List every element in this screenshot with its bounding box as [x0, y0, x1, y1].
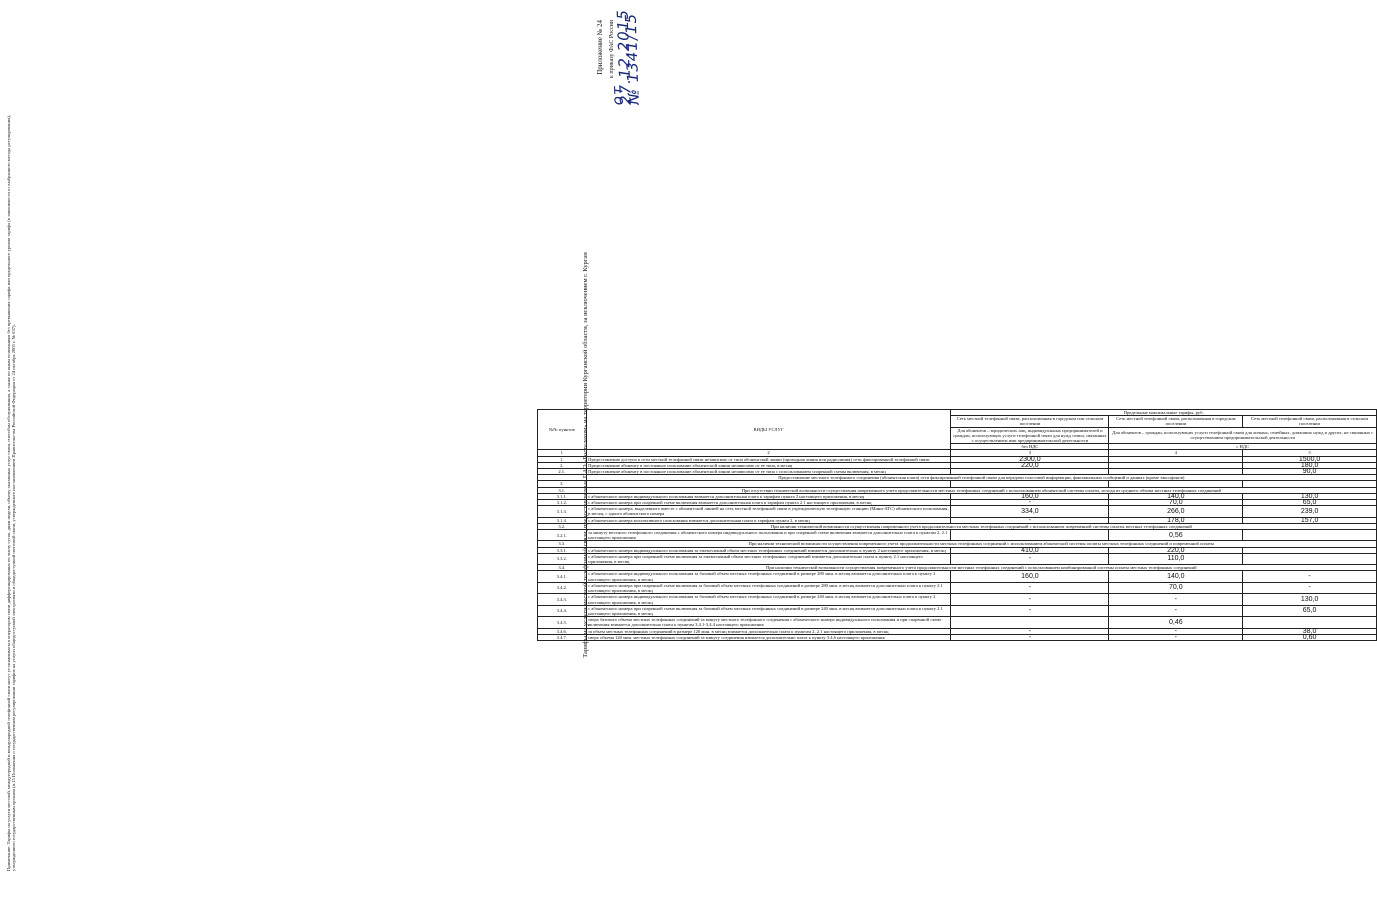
col-services-header: ВИДЫ УСЛУГ: [586, 410, 951, 450]
tariff-urban: 0,46: [1109, 617, 1243, 628]
tariff-legal: 160,0: [951, 493, 1109, 499]
tariff-rural: 239,0: [1243, 506, 1377, 517]
row-number: 3.3.1.: [538, 547, 587, 553]
tariff-table: [537, 409, 1377, 641]
service-description: сверх базового объема местных телефонных соединений за минуту местного телефонного соединения с абонентского номера индивидуального пользования и при спаренной схеме включения взимается дополнительно плата к пунктам 3.4.1-3.4.4 настоящего приложения: [586, 617, 951, 628]
service-description: с абонентского номера индивидуального пользования за базовый объем местных телефонных соединений в размере 240 мин. в месяц взимается дополнительно плата к пункту 2 настоящего приложения, в месяц: [586, 594, 951, 605]
handwritten-date-number: от 27.12.2015 № 1341/15: [608, 8, 643, 106]
index-cell: 4: [1109, 450, 1243, 456]
row-number: 3.3.2.: [538, 553, 587, 564]
row-number: 2.: [538, 462, 587, 468]
tariff-rural: 130,0: [1243, 493, 1377, 499]
vat-included-label: с НДС: [1109, 444, 1377, 450]
table-row: [538, 506, 1377, 517]
index-cell: 5: [1243, 450, 1377, 456]
col-a-header: Сеть местной телефонной связи, расположенная в городском или сельском поселении: [951, 416, 1109, 427]
tariff-legal: -: [951, 500, 1109, 506]
tariff-legal: -: [951, 605, 1109, 616]
footnote: Примечание: Тарифы на услуги местной, междугородной и международной телефонной связи могут устанавливаться оператором связи дифференцированно по числу суток, дням недели, объему оказанных услуг связи, способам обслуживания, а также по иным основаниям без превышения тарифа или предельного уровня тарифа (в зависимости от выбранного метода регулирования), утвержденного государственным органом (п.15 Положения о государственном регулировании тарифов на услуги общедоступной электросвязи и общедоступной почтовой связи, утвержденного постановлением Правительства Российской Федерации от 24 октября 2005 г. № 637).: [6, 115, 17, 871]
service-description: с абонентского номера при спаренной схеме включения взимается дополнительная плата к тарифам пункта 2.1 настоящего приложения, в месяц: [586, 500, 951, 506]
table-row: [538, 530, 1377, 541]
row-number: 3.1.2.: [538, 500, 587, 506]
index-cell: 1: [538, 450, 587, 456]
table-row: [538, 634, 1377, 640]
tariff-legal: 334,0: [951, 506, 1109, 517]
document-title: Тарифы на услуги местной телефонной связи, предоставляемые ПАО «Ростелеком» на территории Курганской области, за исключением г. Курган: [582, 252, 589, 658]
approval-label: к приказу ФАС России: [609, 20, 615, 79]
row-number: 3.2.: [538, 523, 587, 529]
table-row: [538, 571, 1377, 582]
service-description: с абонентского номера коллективного пользования взимается дополнительная плата к тарифам пункта 2, в месяц: [586, 517, 951, 523]
row-number: 3.4.4.: [538, 605, 587, 616]
table-row: [538, 594, 1377, 605]
service-description: Предоставление абоненту в постоянное пользование абонентской линии независимо от ее типа, в месяц: [586, 462, 951, 468]
tariff-urban: -: [1109, 594, 1243, 605]
row-number: 3.4.6.: [538, 628, 587, 634]
section-heading: При наличии технической возможности осуществления повременного учета продолжительности местных телефонных соединений с использованием повременной системы оплаты местных телефонных соединений: [586, 523, 1376, 529]
service-description: с абонентского номера индивидуального пользования взимается дополнительная плата к тарифам пункта 2 настоящего приложения, в месяц: [586, 493, 951, 499]
tariff-urban: 70,0: [1109, 500, 1243, 506]
service-description: с абонентского номера индивидуального пользования за ежемесячный объем местных телефонных соединений взимается дополнительно к пункту 2 настоящего приложения, в месяц: [586, 547, 951, 553]
tariff-legal: -: [951, 634, 1109, 640]
row-number: 3.2.1.: [538, 530, 587, 541]
service-description: за минуту местного телефонного соединения с абонентского номера индивидуального пользования и при спаренной схеме включения взимается дополнительно плата к пунктам 2, 2.1 настоящего приложения: [586, 530, 951, 541]
col-b-header: Сеть местной телефонной связи, расположенная в городском поселении: [1109, 416, 1243, 427]
table-row: [538, 582, 1377, 593]
service-description: с абонентского номера при спаренной схеме включения за ежемесячный объем местных телефонных соединений взимается дополнительно плата к пункту 2.1 настоящего приложения, в месяц: [586, 553, 951, 564]
tariff-urban: -: [1109, 628, 1243, 634]
section-heading: При наличии технической возможности осуществления повременного учета продолжительности местных телефонных соединений с использованием комбинированной системы оплаты местных телефонных соединений: [586, 565, 1376, 571]
tariff-urban: -: [1109, 605, 1243, 616]
tariff-legal: 2300,0: [951, 456, 1109, 462]
row-number: 3.4.3.: [538, 594, 587, 605]
service-description: за объем местных телефонных соединений в размере 120 мин. в месяц взимается дополнительно плата к пунктам 2, 2.1 настоящего приложения, в месяц: [586, 628, 951, 634]
subheader-legal: Для абонентов – юридических лиц, индивидуальных предпринимателей и граждан, использующих услуги телефонной связи для нужд семьи, связанных с осуществлением ими предпринимательской деятельности: [951, 427, 1109, 444]
tariff-rural: [1243, 553, 1377, 564]
table-row: [538, 553, 1377, 564]
index-cell: 3: [951, 450, 1109, 456]
tariff-legal: -: [951, 628, 1109, 634]
tariff-rural: 65,0: [1243, 500, 1377, 506]
service-description: с абонентского номера, выделенного вместе с абонентской линией на сеть местной телефонной связи в учрежденческую телефонную станцию (Мини-АТС) абонентского пользования, в месяц, с одного абонентского номера: [586, 506, 951, 517]
tariff-legal: 410,0: [951, 547, 1109, 553]
tariff-urban: 140,0: [1109, 493, 1243, 499]
col-max-tariffs-header: Предельные максимальные тарифы, руб.: [951, 410, 1377, 416]
tariff-legal: 160,0: [951, 571, 1109, 582]
row-number: 3.4.5.: [538, 617, 587, 628]
tariff-urban: 178,0: [1109, 517, 1243, 523]
row-number: 3.3.: [538, 541, 587, 547]
tariff-urban: 110,0: [1109, 553, 1243, 564]
tariff-rural: 180,0: [1243, 462, 1377, 468]
tariff-rural: 130,0: [1243, 594, 1377, 605]
tariff-legal: [951, 617, 1109, 628]
tariff-rural: [1243, 617, 1377, 628]
tariff-urban: 0,56: [1109, 530, 1243, 541]
vat-excluded-label: без НДС: [951, 444, 1109, 450]
tariff-legal: -: [951, 582, 1109, 593]
tariff-table-body: [538, 456, 1377, 640]
tariff-rural: 38,0: [1243, 628, 1377, 634]
tariff-rural: 157,0: [1243, 517, 1377, 523]
row-number: 3.1.4.: [538, 517, 587, 523]
tariff-legal: -: [951, 594, 1109, 605]
row-number: 3.4.2.: [538, 582, 587, 593]
row-number: 3.1.3.: [538, 506, 587, 517]
index-cell: 2: [586, 450, 951, 456]
row-number: 2.1.: [538, 469, 587, 475]
row-number: 3.1.: [538, 487, 587, 493]
table-row: [538, 605, 1377, 616]
service-description: Предоставление доступа к сети местной телефонной связи независимо от типа абонентской линии (проводная линия или радиолиния) сети фиксированной телефонной связи: [586, 456, 951, 462]
tariff-urban: 140,0: [1109, 571, 1243, 582]
service-description: с абонентского номера при спаренной схеме включения за базовый объем местных телефонных соединений в размере 240 мин. в месяц взимается дополнительно плата к пункту 2.1 настоящего приложения, в месяц: [586, 605, 951, 616]
col-number-header: №№ пунктов: [538, 410, 587, 450]
tariff-legal: -: [951, 517, 1109, 523]
service-description: с абонентского номера при спаренной схеме включения за базовый объем местных телефонных соединений в размере 280 мин. в месяц взимается дополнительно плата к пункту 2.1 настоящего приложения, в месяц: [586, 582, 951, 593]
subheader-citizens: Для абонентов – граждан, использующих услуги телефонной связи для личных, семейных, домашних нужд и других, не связанных с осуществлением предпринимательской деятельности: [1109, 427, 1377, 444]
service-description: сверх объема 120 мин. местных телефонных соединений за минуту соединения взимается дополнительно плата к пункту 3.4.6 настоящего приложения: [586, 634, 951, 640]
tariff-rural: 90,0: [1243, 469, 1377, 475]
tariff-rural: 65,0: [1243, 605, 1377, 616]
tariff-legal: [951, 530, 1109, 541]
section-heading: Предоставление местного телефонного соединения (абонентская плата) сети фиксированной телефонной связи для передачи голосовой информации, факсимильных сообщений и данных (кроме таксофонов): [586, 475, 1376, 481]
tariff-rural: 0,60: [1243, 634, 1377, 640]
col-c-header: Сеть местной телефонной связи, расположенная в сельском поселении: [1243, 416, 1377, 427]
row-number: 1.: [538, 456, 587, 462]
tariff-rural: -: [1243, 582, 1377, 593]
appendix-label: Приложение № 24: [596, 20, 604, 75]
row-number: 3.1.1.: [538, 493, 587, 499]
section-heading: При наличии технической возможности осуществления повременного учета продолжительности местных телефонных соединений с использованием абонентской системы оплаты местных телефонных соединений и повременной оплаты: [586, 541, 1376, 547]
table-row: [538, 617, 1377, 628]
tariff-legal: 220,0: [951, 462, 1109, 468]
service-description: Предоставление абоненту в постоянное пользование абонентской линии независимо от ее типа с использованием спаренной схемы включения, в месяц: [586, 469, 951, 475]
tariff-rural: -: [1243, 571, 1377, 582]
row-number: 3.4.: [538, 565, 587, 571]
tariff-urban: -: [1109, 634, 1243, 640]
row-number: 3.4.7.: [538, 634, 587, 640]
tariff-rural: [1243, 530, 1377, 541]
tariff-legal: -: [951, 553, 1109, 564]
tariff-urban: 266,0: [1109, 506, 1243, 517]
section-heading: При отсутствии технической возможности осуществления повременного учета продолжительности местных телефонных соединений с использованием абонентской системы оплаты, исходя из среднего объема местных телефонных соединений: [586, 487, 1376, 493]
service-description: с абонентского номера индивидуального пользования за базовый объем местных телефонных соединений в размере 280 мин. в месяц взимается дополнительно плата к пункту 2 настоящего приложения, в месяц: [586, 571, 951, 582]
tariff-urban: 220,0: [1109, 547, 1243, 553]
tariff-urban: 70,0: [1109, 582, 1243, 593]
row-number: 3.: [538, 481, 587, 487]
tariff-table-wrapper: [537, 409, 1377, 871]
tariff-rural: 1500,0: [1243, 456, 1377, 462]
row-number: 3.4.1.: [538, 571, 587, 582]
